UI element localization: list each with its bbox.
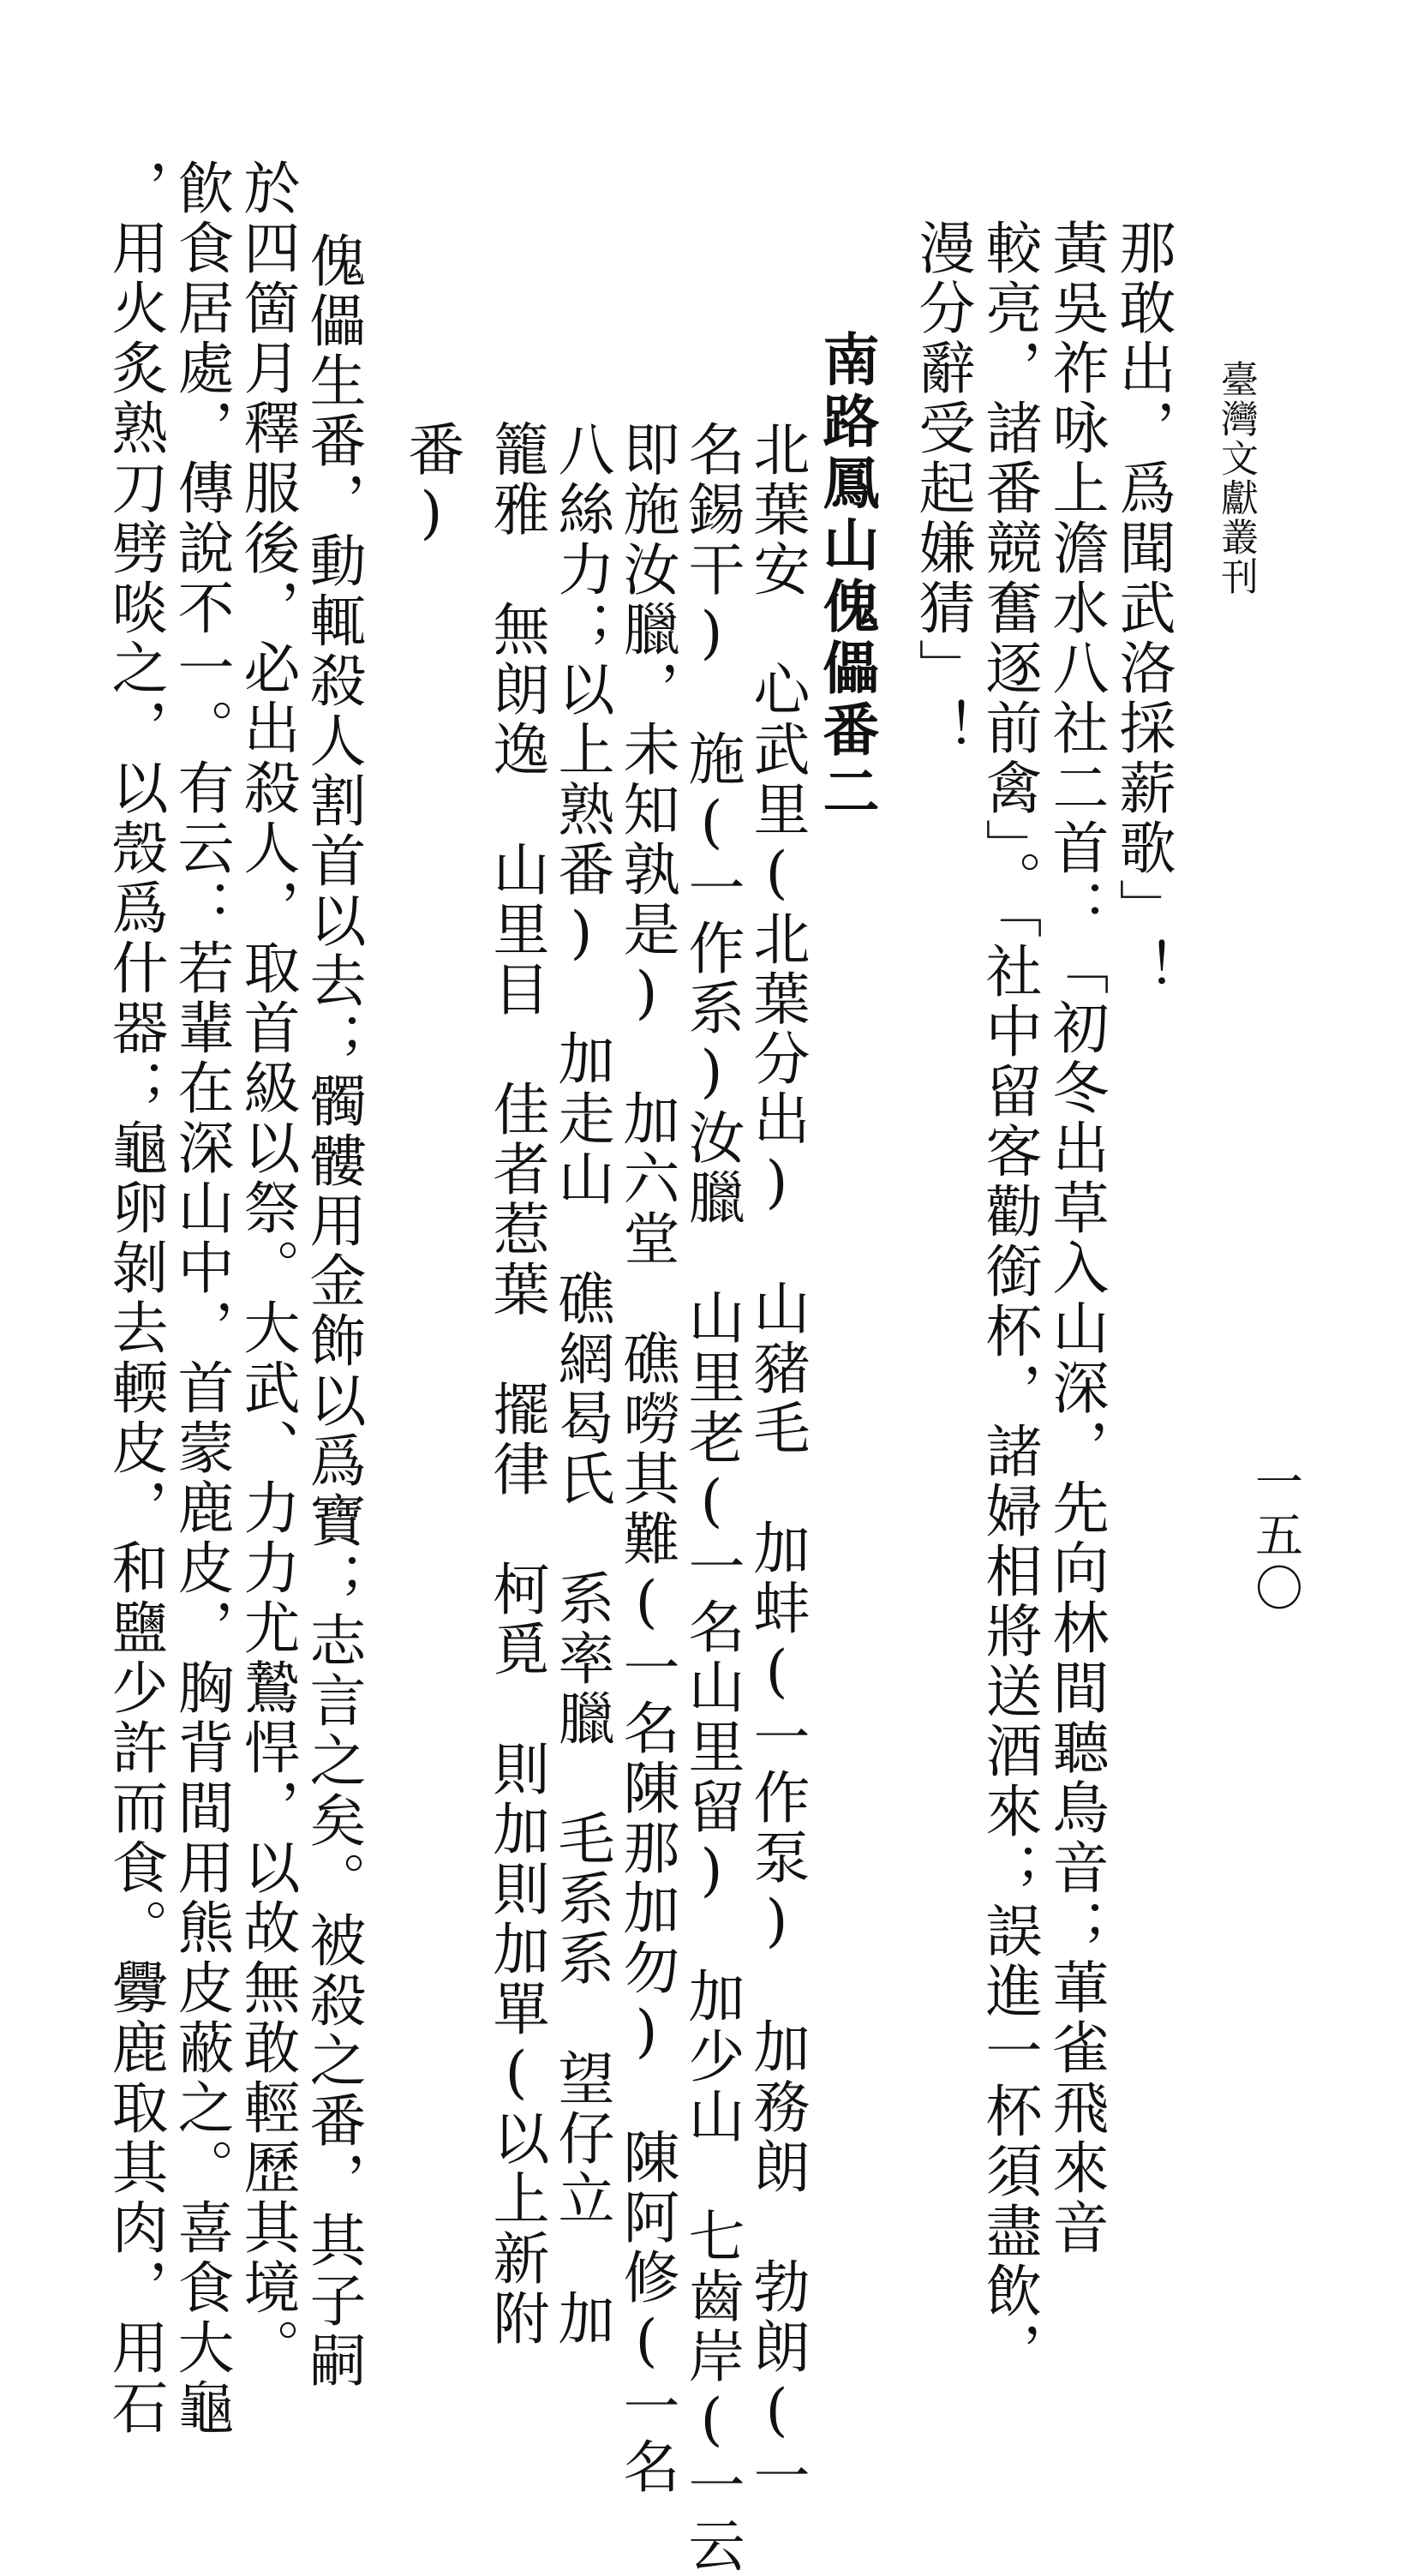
text-column: 八絲力；以上熟番) 加走山 礁網曷氏 系率臘 毛系系 望仔立 加: [548, 420, 614, 2349]
text-column: 較亮，諸番競奮逐前禽」。「社中留客勸銜杯，諸婦相將送酒來；誤進一杯須盡飲，: [976, 219, 1042, 2381]
text-column: 北葉安 心武里(北葉分出) 山豬毛 加蚌(一作泵) 加務朗 勃朗(一: [744, 420, 810, 2507]
text-column: ，用火炙熟刀劈啖之，以殼爲什器；龜卵剝去輭皮，和鹽少許而食。釁鹿取其肉，用石: [102, 159, 168, 2438]
text-column: 傀儡生番，動輒殺人割首以去；髑髏用金飾以爲寶；志言之矣。被殺之番，其子嗣: [300, 231, 366, 2391]
running-header-title: 臺灣文獻叢刊: [1214, 360, 1258, 596]
page-number: 一五〇: [1247, 1457, 1303, 1616]
text-column: 那敢出，爲聞武洛採薪歌」！: [1110, 219, 1176, 998]
text-column: 即施汝臘，未知孰是) 加六堂 礁嘮其難(一名陳那加勿) 陳阿修(一名: [613, 420, 679, 2497]
text-column: 漫分辭受起嫌猜」！: [909, 219, 975, 758]
text-column: 籠雅 無朗逸 山里目 佳者惹葉 擺律 柯覓 則加則加單(以上新附: [483, 420, 549, 2349]
text-column: 黃吳祚咏上澹水八社二首：「初冬出草入山深，先向林間聽鳥音；莗雀飛來音: [1043, 219, 1109, 2258]
text-column: 於四箇月釋服後，必出殺人，取首級以祭。大武、力力尤鷙悍，以故無敢輕歷其境。: [234, 159, 300, 2378]
text-column: 飮食居處，傳說不一。有云：若輩在深山中，首蒙鹿皮，胸背間用熊皮蔽之。喜食大龜: [168, 159, 234, 2438]
text-column: 名錫干) 施(一作系)汝臘 山里老(一名山里留) 加少山 七齒岸(一云: [679, 420, 745, 2576]
text-column: 番): [398, 420, 464, 549]
section-heading: 南路鳳山傀儡番二: [813, 330, 880, 824]
